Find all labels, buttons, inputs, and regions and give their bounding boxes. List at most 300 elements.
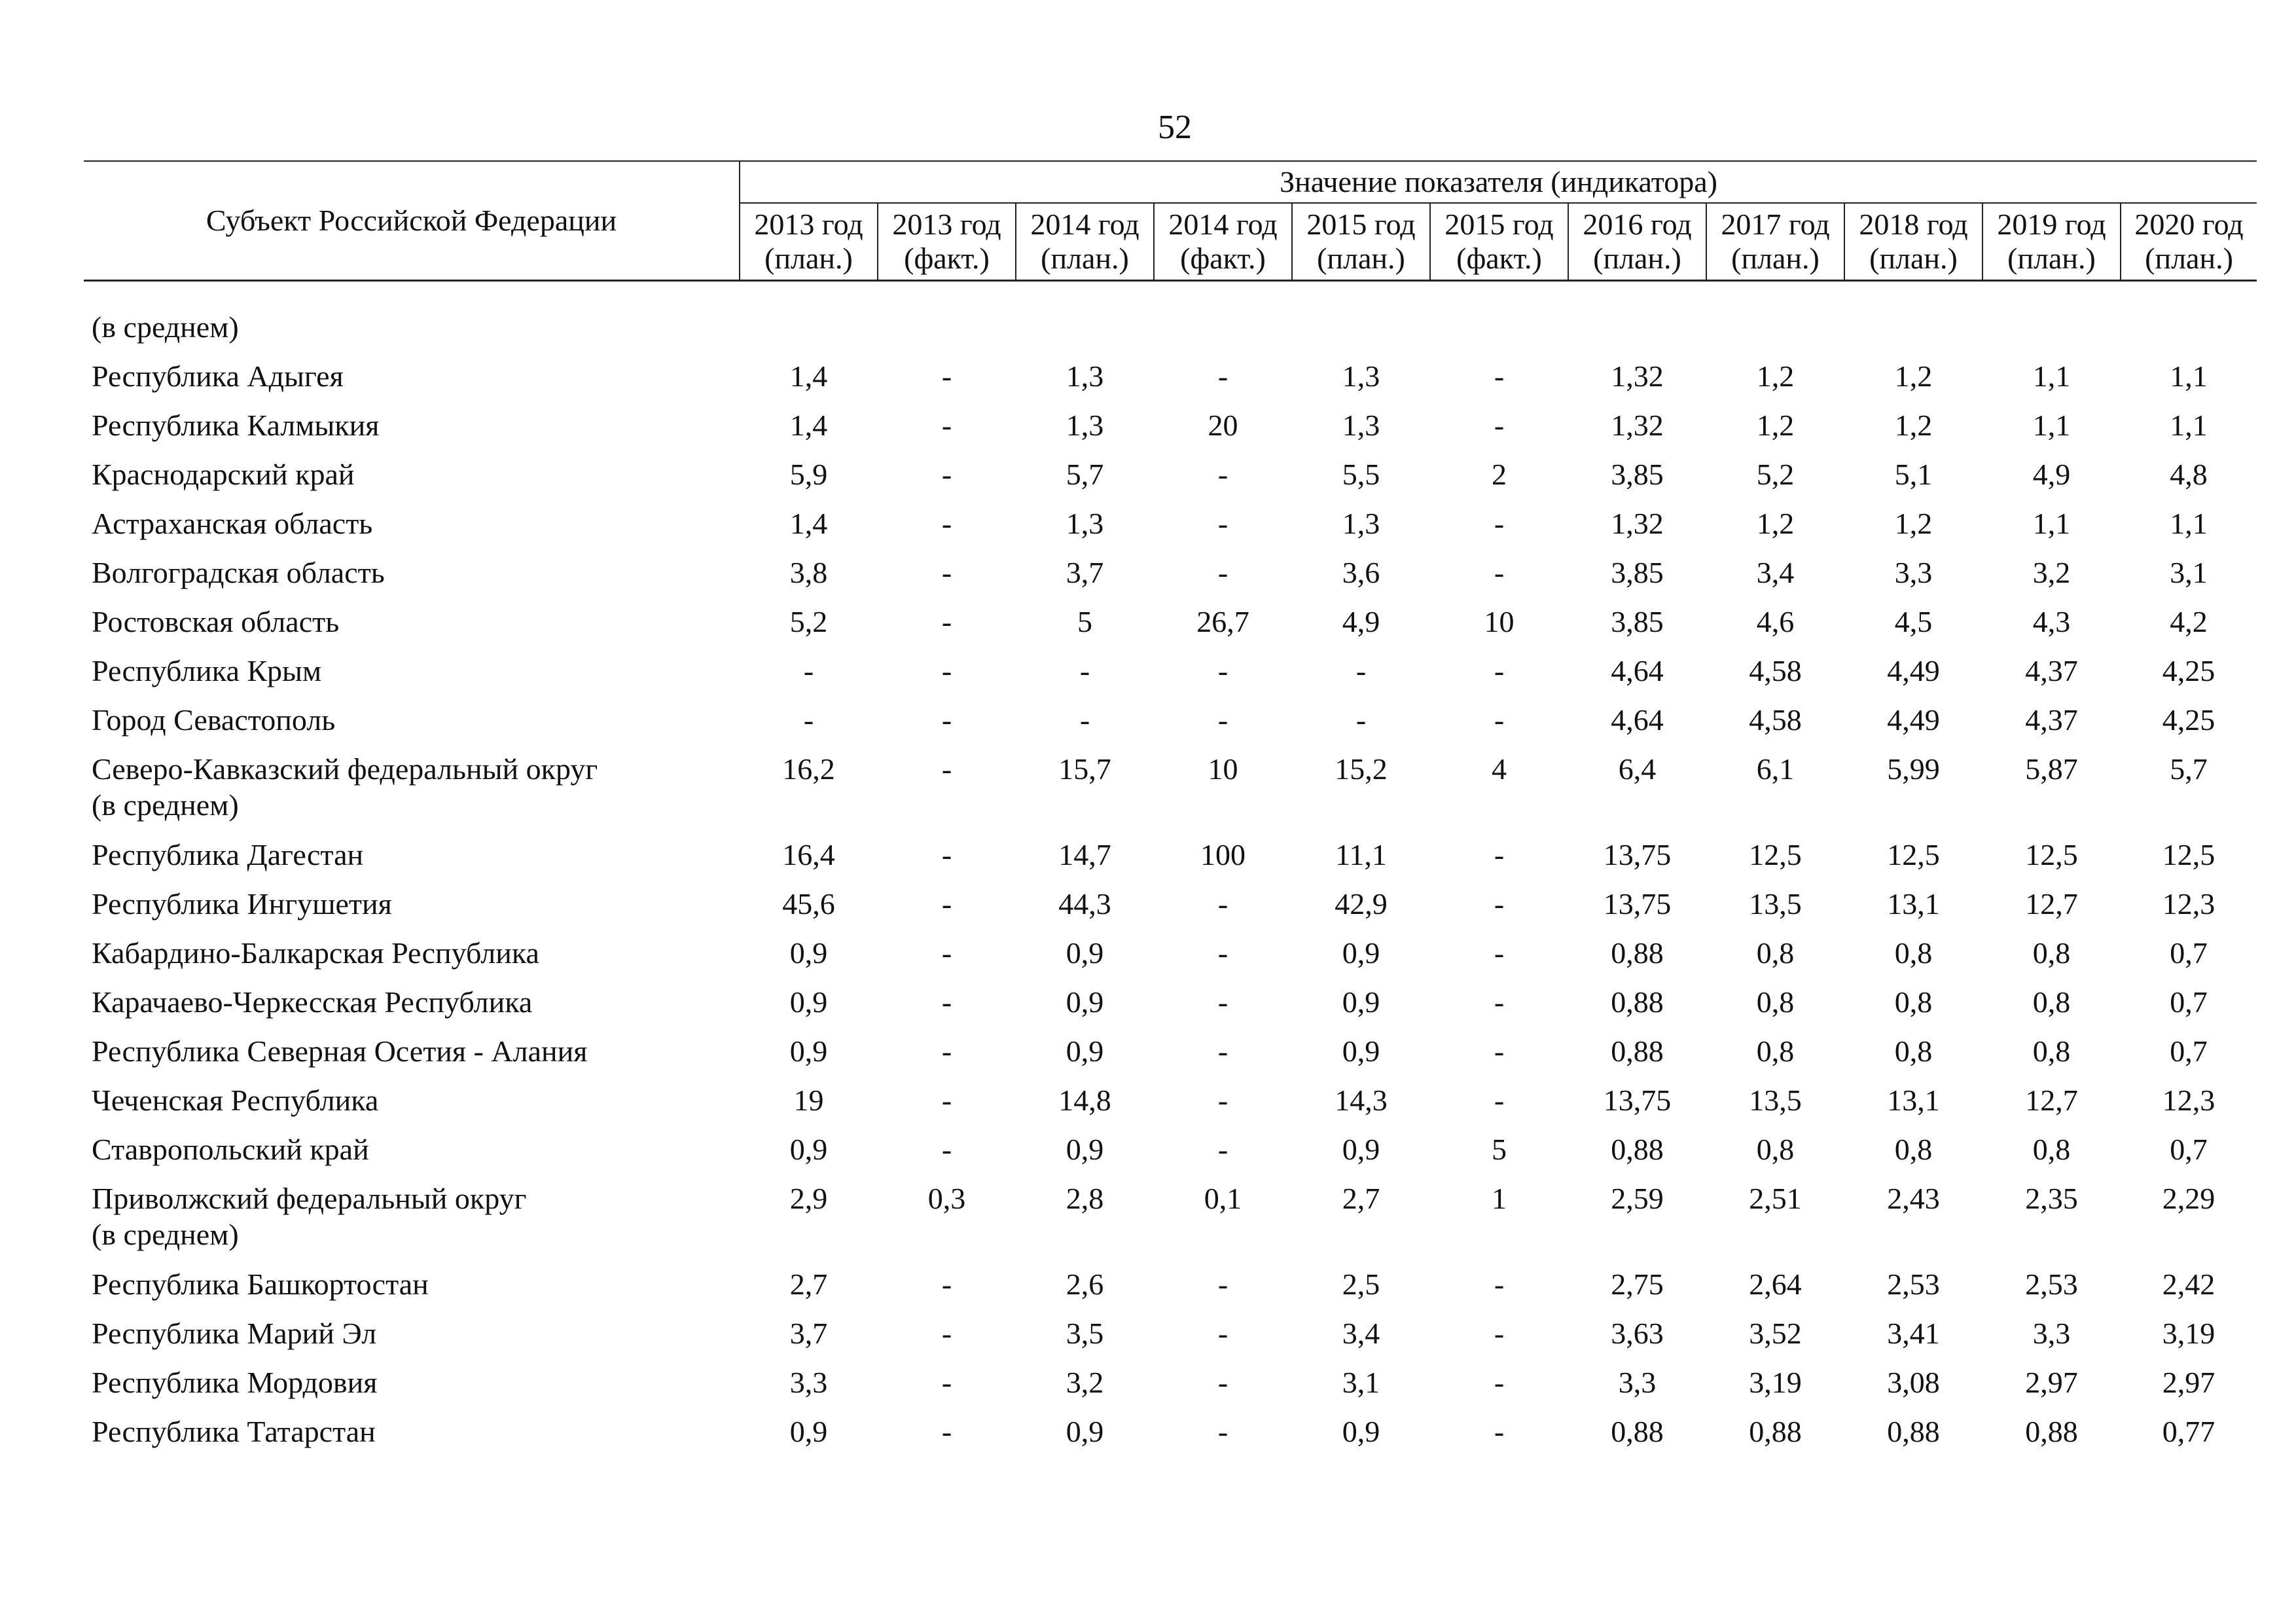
subject-column-header: Субъект Российской Федерации: [84, 161, 740, 281]
value-cell: 5,7: [2170, 752, 2208, 786]
value-cell: -: [1494, 887, 1505, 921]
subject-name-cell: [84, 837, 740, 886]
value-cell: 4,49: [1887, 654, 1940, 687]
value-cell: 10: [1208, 752, 1238, 786]
value-cell: 5,7: [1066, 458, 1104, 491]
value-cell: -: [941, 838, 952, 871]
value-cell: -: [1494, 703, 1505, 737]
value-cell: 2,64: [1749, 1267, 1802, 1301]
subject-name: Ставропольский край: [92, 1133, 369, 1166]
subject-name: Астраханская область: [92, 507, 373, 540]
year-type-label: (факт.): [1180, 242, 1266, 275]
value-cell: -: [1217, 887, 1229, 921]
subject-name-note: (в среднем): [92, 788, 239, 822]
value-cell: -: [941, 703, 952, 737]
value-cell: 2,7: [789, 1267, 828, 1301]
subject-name-cell: [84, 935, 740, 984]
value-cell: 0,7: [2170, 1133, 2208, 1166]
subject-name: Республика Башкортостан: [92, 1267, 429, 1301]
value-cell: 0,9: [789, 936, 828, 970]
value-cell: -: [1217, 1415, 1229, 1448]
value-cell: 1,3: [1342, 507, 1380, 540]
year-type-label: (факт.): [904, 242, 990, 275]
value-cell: 1,1: [2032, 507, 2071, 540]
subject-name: Республика Марий Эл: [92, 1317, 377, 1350]
value-cell: 19: [793, 1084, 824, 1117]
table-row: [84, 886, 2257, 935]
subject-name-cell: [84, 555, 740, 604]
value-cell: 12,3: [2162, 887, 2215, 921]
table-header: [84, 161, 2257, 281]
table-row: [84, 1364, 2257, 1413]
value-cell: 1,2: [1894, 507, 1933, 540]
subject-name-cell: [84, 456, 740, 505]
table-row: [84, 555, 2257, 604]
table-row: [84, 604, 2257, 653]
subject-name: Карачаево-Черкесская Республика: [92, 985, 533, 1019]
value-cell: 5,2: [789, 605, 828, 638]
value-cell: 0,9: [1342, 1034, 1380, 1068]
subject-name-cell: [84, 505, 740, 555]
value-cell: 2,43: [1887, 1182, 1940, 1215]
year-label: 2013 год: [892, 208, 1001, 241]
value-cell: 11,1: [1335, 838, 1387, 871]
value-cell: 26,7: [1196, 605, 1249, 638]
table-row: [84, 407, 2257, 456]
value-cell: -: [1217, 1034, 1229, 1068]
value-cell: 0,77: [2162, 1415, 2215, 1448]
value-cell: 1,3: [1066, 359, 1104, 393]
value-cell: 0,8: [1756, 1034, 1795, 1068]
value-cell: 3,7: [789, 1317, 828, 1350]
value-cell: 6,1: [1756, 752, 1795, 786]
value-cell: -: [1217, 1133, 1229, 1166]
table-row: [84, 702, 2257, 751]
value-cell: -: [941, 1034, 952, 1068]
value-cell: -: [941, 936, 952, 970]
year-label: 2019 год: [1997, 208, 2106, 241]
value-cell: 4,49: [1887, 703, 1940, 737]
value-cell: -: [1494, 409, 1505, 442]
value-cell: 5,1: [1894, 458, 1933, 491]
value-cell: 3,85: [1611, 458, 1664, 491]
value-cell: 4,37: [2025, 654, 2078, 687]
subject-name-note: (в среднем): [92, 1218, 239, 1251]
value-cell: -: [803, 703, 814, 737]
table-row: [84, 1033, 2257, 1082]
value-cell: 1,1: [2032, 359, 2071, 393]
value-cell: 3,2: [1066, 1366, 1104, 1399]
subject-name-cell: [84, 1315, 740, 1364]
value-cell: 1,4: [789, 507, 828, 540]
value-cell: 2,75: [1611, 1267, 1664, 1301]
value-cell: -: [941, 409, 952, 442]
table-row: [84, 1180, 2257, 1266]
value-cell: -: [1494, 359, 1505, 393]
value-cell: 4,64: [1611, 654, 1664, 687]
value-cell: -: [941, 1267, 952, 1301]
subject-name: Республика Дагестан: [92, 838, 364, 871]
year-label: 2015 год: [1444, 208, 1554, 241]
value-cell: 2,59: [1611, 1182, 1664, 1215]
value-cell: 0,8: [1894, 936, 1933, 970]
value-cell: 0,88: [2025, 1415, 2078, 1448]
value-cell: -: [1217, 1366, 1229, 1399]
subject-name: Республика Адыгея: [92, 359, 344, 393]
year-label: 2014 год: [1168, 208, 1278, 241]
table-row: [84, 1266, 2257, 1315]
value-cell: 1,3: [1342, 359, 1380, 393]
value-cell: 2,35: [2025, 1182, 2078, 1215]
value-cell: 0,9: [1342, 936, 1380, 970]
value-cell: 2,97: [2025, 1366, 2078, 1399]
value-cell: 3,85: [1611, 556, 1664, 589]
value-cell: 0,9: [1342, 1133, 1380, 1166]
page-number: 52: [1158, 109, 1192, 146]
value-cell: -: [941, 752, 952, 786]
value-cell: 20: [1208, 409, 1238, 442]
value-cell: 4,6: [1756, 605, 1795, 638]
value-cell: -: [1217, 359, 1229, 393]
value-cell: -: [1494, 507, 1505, 540]
subject-name-cell: [84, 751, 740, 837]
value-cell: -: [1217, 1267, 1229, 1301]
value-cell: -: [1217, 1084, 1229, 1117]
value-cell: -: [941, 507, 952, 540]
value-cell: 0,9: [789, 1415, 828, 1448]
subject-name: Республика Калмыкия: [92, 409, 380, 442]
subject-name-cell: [84, 281, 740, 359]
value-cell: [2121, 281, 2257, 359]
value-cell: 3,85: [1611, 605, 1664, 638]
value-cell: 1,2: [1756, 359, 1795, 393]
value-cell: 0,9: [789, 1133, 828, 1166]
year-label: 2018 год: [1859, 208, 1968, 241]
year-column-header: [1292, 203, 1430, 281]
value-cell: 4,25: [2162, 654, 2215, 687]
value-cell: 3,19: [2162, 1317, 2215, 1350]
value-cell: 3,3: [2032, 1317, 2071, 1350]
value-cell: -: [1494, 654, 1505, 687]
value-cell: -: [941, 1415, 952, 1448]
value-cell: -: [941, 1133, 952, 1166]
table-row: [84, 456, 2257, 505]
value-cell: [1568, 281, 1706, 359]
value-cell: 1,2: [1894, 409, 1933, 442]
value-cell: 2,29: [2162, 1182, 2215, 1215]
value-cell: -: [1355, 703, 1367, 737]
subject-name-cell: [84, 1180, 740, 1266]
value-cell: -: [1217, 654, 1229, 687]
value-cell: 13,75: [1603, 1084, 1672, 1117]
year-column-header: [2121, 203, 2257, 281]
value-cell: 4,58: [1749, 703, 1802, 737]
value-cell: 1,1: [2170, 359, 2208, 393]
value-cell: 14,3: [1335, 1084, 1388, 1117]
value-cell: 0,88: [1749, 1415, 1802, 1448]
subject-name: Краснодарский край: [92, 458, 355, 491]
value-cell: 1,32: [1611, 507, 1664, 540]
value-cell: 2,42: [2162, 1267, 2215, 1301]
year-column-header: [1568, 203, 1706, 281]
value-cell: 4,25: [2162, 703, 2215, 737]
year-label: 2015 год: [1306, 208, 1416, 241]
value-cell: 13,1: [1887, 1084, 1940, 1117]
value-cell: 12,3: [2162, 1084, 2215, 1117]
year-column-header: [1016, 203, 1154, 281]
value-cell: 1: [1492, 1182, 1507, 1215]
subject-name-cell: [84, 1364, 740, 1413]
value-cell: 12,5: [2025, 838, 2078, 871]
value-cell: -: [1494, 936, 1505, 970]
value-cell: -: [941, 654, 952, 687]
value-cell: -: [1217, 703, 1229, 737]
year-label: 2014 год: [1030, 208, 1139, 241]
value-cell: 0,8: [2032, 1034, 2071, 1068]
value-cell: -: [941, 887, 952, 921]
value-cell: 2,53: [1887, 1267, 1940, 1301]
value-cell: 1,3: [1066, 507, 1104, 540]
value-cell: 0,88: [1611, 1133, 1664, 1166]
value-cell: 0,8: [1756, 985, 1795, 1019]
value-cell: 10: [1484, 605, 1515, 638]
value-cell: 3,4: [1756, 556, 1795, 589]
value-cell: 45,6: [782, 887, 835, 921]
table-row: [84, 837, 2257, 886]
year-type-label: (план.): [1593, 242, 1681, 275]
value-cell: -: [1217, 507, 1229, 540]
value-cell: 1,4: [789, 359, 828, 393]
subject-name: Республика Северная Осетия - Алания: [92, 1034, 588, 1068]
value-cell: 2,97: [2162, 1366, 2215, 1399]
table-row: [84, 281, 2257, 359]
value-cell: 4,2: [2170, 605, 2208, 638]
value-cell: 5,9: [789, 458, 828, 491]
value-cell: -: [1494, 838, 1505, 871]
table-row: [84, 984, 2257, 1033]
subject-name: Республика Ингушетия: [92, 887, 392, 921]
value-cell: 5,87: [2025, 752, 2078, 786]
value-cell: 13,5: [1749, 1084, 1802, 1117]
value-cell: -: [1355, 654, 1367, 687]
value-cell: 1,32: [1611, 359, 1664, 393]
value-cell: 5: [1077, 605, 1092, 638]
subject-name: (в среднем): [92, 310, 239, 344]
subject-name: Ростовская область: [92, 605, 340, 638]
value-cell: 13,1: [1887, 887, 1940, 921]
value-cell: 1,2: [1894, 359, 1933, 393]
value-cell: 3,3: [789, 1366, 828, 1399]
year-column-header: [1430, 203, 1568, 281]
value-cell: 3,3: [1618, 1366, 1657, 1399]
year-label: 2020 год: [2134, 208, 2244, 241]
indicator-group-header: Значение показателя (индикатора): [740, 161, 2257, 203]
value-cell: 0,88: [1887, 1415, 1940, 1448]
value-cell: 3,08: [1887, 1366, 1940, 1399]
subject-name: Северо-Кавказский федеральный округ: [92, 752, 598, 786]
value-cell: -: [803, 654, 814, 687]
value-cell: 3,19: [1749, 1366, 1802, 1399]
value-cell: 1,1: [2170, 507, 2208, 540]
year-label: 2013 год: [754, 208, 863, 241]
table-row: [84, 653, 2257, 702]
value-cell: 4,9: [1342, 605, 1380, 638]
subject-name-cell: [84, 1033, 740, 1082]
value-cell: -: [1494, 985, 1505, 1019]
value-cell: 0,88: [1611, 985, 1664, 1019]
value-cell: 14,8: [1058, 1084, 1111, 1117]
value-cell: 4,5: [1894, 605, 1933, 638]
value-cell: 4,8: [2170, 458, 2208, 491]
subject-name-cell: [84, 1082, 740, 1131]
subject-name: Чеченская Республика: [92, 1084, 379, 1117]
value-cell: 0,9: [1342, 1415, 1380, 1448]
value-cell: -: [941, 556, 952, 589]
value-cell: 3,1: [2170, 556, 2208, 589]
subject-name: Кабардино-Балкарская Республика: [92, 936, 539, 970]
value-cell: 0,1: [1204, 1182, 1242, 1215]
value-cell: 4,37: [2025, 703, 2078, 737]
subject-name: Волгоградская область: [92, 556, 385, 589]
value-cell: 3,7: [1066, 556, 1104, 589]
value-cell: 6,4: [1618, 752, 1657, 786]
table-row: [84, 935, 2257, 984]
value-cell: [1982, 281, 2121, 359]
value-cell: 3,5: [1066, 1317, 1104, 1350]
value-cell: 1,3: [1342, 409, 1380, 442]
year-label: 2017 год: [1721, 208, 1830, 241]
value-cell: 0,9: [1066, 1034, 1104, 1068]
subject-name-cell: [84, 984, 740, 1033]
value-cell: -: [1217, 936, 1229, 970]
value-cell: 0,8: [2032, 985, 2071, 1019]
value-cell: 3,52: [1749, 1317, 1802, 1350]
value-cell: 3,2: [2032, 556, 2071, 589]
value-cell: 16,4: [782, 838, 835, 871]
subject-name-cell: [84, 653, 740, 702]
value-cell: 3,4: [1342, 1317, 1380, 1350]
value-cell: 12,5: [1749, 838, 1802, 871]
value-cell: 2,53: [2025, 1267, 2078, 1301]
value-cell: [878, 281, 1016, 359]
value-cell: 4,58: [1749, 654, 1802, 687]
year-type-label: (план.): [1041, 242, 1129, 275]
indicator-table-container: [84, 160, 2255, 1463]
value-cell: 1,32: [1611, 409, 1664, 442]
subject-name-cell: [84, 1131, 740, 1180]
value-cell: 2: [1492, 458, 1507, 491]
value-cell: 0,88: [1611, 936, 1664, 970]
value-cell: 16,2: [782, 752, 835, 786]
value-cell: 0,9: [1342, 985, 1380, 1019]
value-cell: -: [1494, 1267, 1505, 1301]
value-cell: 12,7: [2025, 1084, 2078, 1117]
year-type-label: (факт.): [1456, 242, 1542, 275]
value-cell: 0,8: [1894, 985, 1933, 1019]
subject-name-cell: [84, 358, 740, 407]
value-cell: 3,3: [1894, 556, 1933, 589]
value-cell: 4: [1492, 752, 1507, 786]
value-cell: -: [941, 605, 952, 638]
table-row: [84, 505, 2257, 555]
value-cell: -: [1079, 703, 1090, 737]
value-cell: 0,88: [1611, 1034, 1664, 1068]
value-cell: 2,51: [1749, 1182, 1802, 1215]
value-cell: 1,2: [1756, 409, 1795, 442]
year-type-label: (план.): [1317, 242, 1405, 275]
value-cell: 3,6: [1342, 556, 1380, 589]
value-cell: 2,6: [1066, 1267, 1104, 1301]
value-cell: -: [1217, 458, 1229, 491]
value-cell: [1016, 281, 1154, 359]
year-column-header: [1844, 203, 1982, 281]
subject-name-cell: [84, 702, 740, 751]
value-cell: [1430, 281, 1568, 359]
table-row: [84, 1413, 2257, 1463]
indicator-table: [84, 160, 2257, 1463]
value-cell: 1,3: [1066, 409, 1104, 442]
value-cell: 4,9: [2032, 458, 2071, 491]
value-cell: -: [941, 1366, 952, 1399]
value-cell: 0,8: [2032, 936, 2071, 970]
value-cell: 44,3: [1058, 887, 1111, 921]
value-cell: 0,9: [789, 985, 828, 1019]
value-cell: 0,7: [2170, 936, 2208, 970]
value-cell: 0,8: [2032, 1133, 2071, 1166]
value-cell: -: [941, 985, 952, 1019]
subject-name-cell: [84, 604, 740, 653]
value-cell: 0,9: [1066, 1415, 1104, 1448]
year-column-header: [1154, 203, 1292, 281]
value-cell: 3,41: [1887, 1317, 1940, 1350]
table-body: [84, 281, 2257, 1463]
value-cell: -: [1494, 1034, 1505, 1068]
value-cell: 14,7: [1058, 838, 1111, 871]
value-cell: -: [1494, 1317, 1505, 1350]
subject-name-cell: [84, 1413, 740, 1463]
value-cell: 13,75: [1603, 887, 1672, 921]
value-cell: 2,8: [1066, 1182, 1104, 1215]
value-cell: -: [941, 359, 952, 393]
value-cell: 12,5: [1887, 838, 1940, 871]
value-cell: -: [941, 458, 952, 491]
value-cell: 5: [1492, 1133, 1507, 1166]
subject-name: Республика Крым: [92, 654, 322, 687]
value-cell: 2,5: [1342, 1267, 1380, 1301]
value-cell: -: [1494, 1415, 1505, 1448]
subject-name-cell: [84, 886, 740, 935]
value-cell: 0,7: [2170, 1034, 2208, 1068]
value-cell: -: [1494, 556, 1505, 589]
year-column-header: [740, 203, 878, 281]
year-type-label: (план.): [2145, 242, 2233, 275]
value-cell: 2,7: [1342, 1182, 1380, 1215]
value-cell: -: [1494, 1084, 1505, 1117]
value-cell: 15,7: [1058, 752, 1111, 786]
value-cell: 3,63: [1611, 1317, 1664, 1350]
value-cell: 3,1: [1342, 1366, 1380, 1399]
year-type-label: (план.): [1869, 242, 1958, 275]
year-type-label: (план.): [2007, 242, 2096, 275]
value-cell: 1,4: [789, 409, 828, 442]
value-cell: 0,88: [1611, 1415, 1664, 1448]
subject-name: Республика Мордовия: [92, 1366, 378, 1399]
table-row: [84, 1131, 2257, 1180]
value-cell: 13,5: [1749, 887, 1802, 921]
value-cell: 0,9: [1066, 1133, 1104, 1166]
value-cell: 5,99: [1887, 752, 1940, 786]
value-cell: -: [941, 1317, 952, 1350]
